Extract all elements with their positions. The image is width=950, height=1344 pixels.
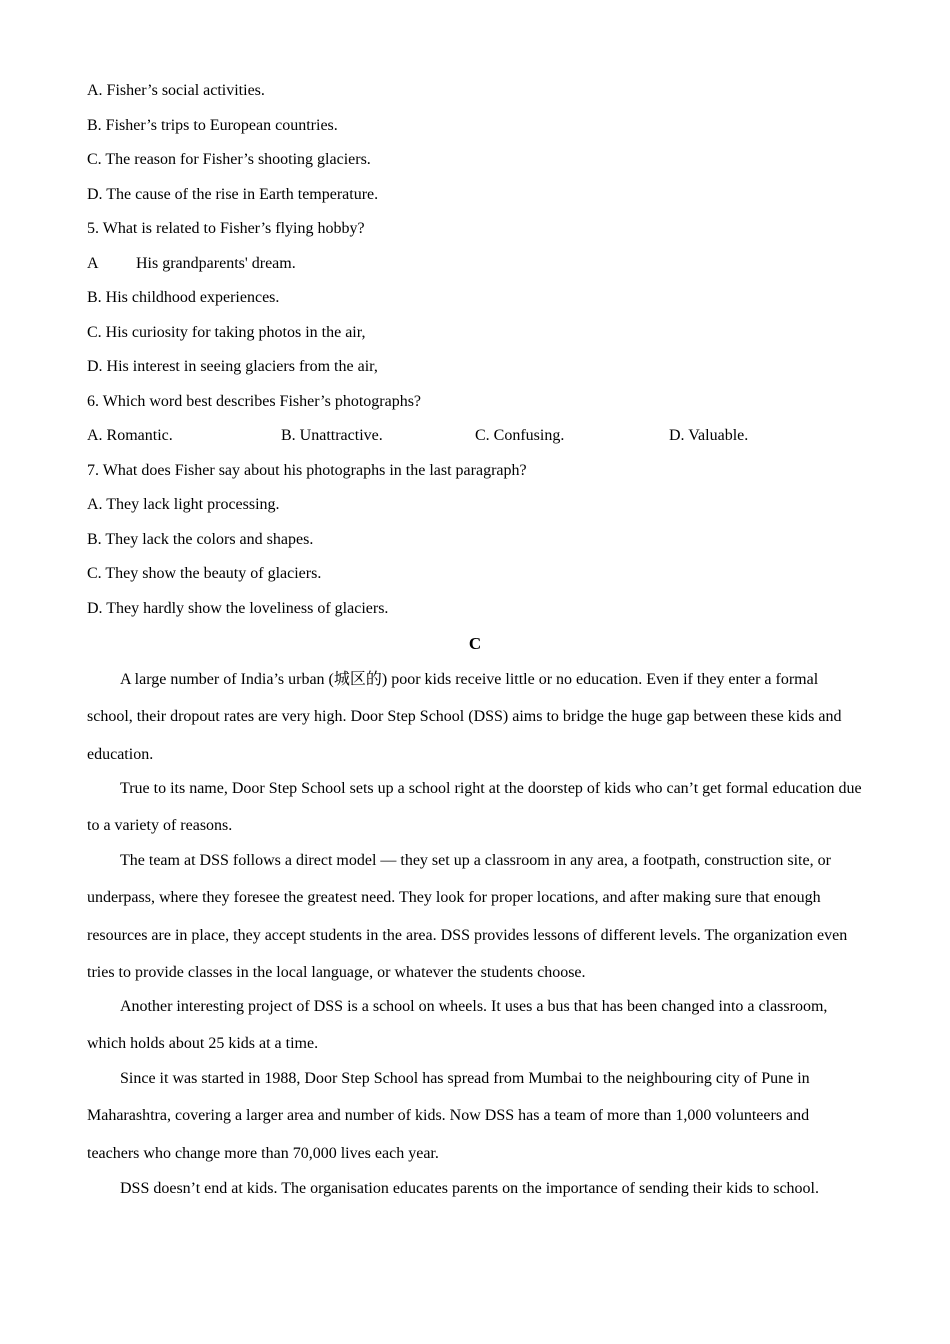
- passage-paragraph-5: Since it was started in 1988, Door Step School has spread from Mumbai to the neighbouring city of Pune in Maharashtra, covering a larger area and number of kids. Now DSS has a team of more than 1,000 volunteers and teachers who change more than 70,000 lives each year.: [87, 1070, 810, 1162]
- q5-stem: 5. What is related to Fisher’s flying hobby?: [87, 220, 365, 237]
- q6-option-c: C. Confusing.: [475, 427, 565, 444]
- q5-option-a-letter: A: [87, 255, 99, 272]
- passage-paragraph-3: The team at DSS follows a direct model — they set up a classroom in any area, a footpath, construction site, or underpass, where they foresee the greatest need. They look for proper locations, and after making sure that enough resources are in place, they accept students in the area. DSS provides lessons of different levels. The organization even tries to provide classes in the local language, or whatever the students choose.: [87, 852, 848, 981]
- q7-option-c: C. They show the beauty of glaciers.: [87, 565, 322, 582]
- q7-option-b: B. They lack the colors and shapes.: [87, 531, 314, 548]
- q4-option-d: D. The cause of the rise in Earth temperature.: [87, 186, 379, 203]
- q7-option-d: D. They hardly show the loveliness of glaciers.: [87, 600, 389, 617]
- section-heading: C: [468, 634, 482, 653]
- q6-stem: 6. Which word best describes Fisher’s photographs?: [87, 393, 422, 410]
- q7-option-a: A. They lack light processing.: [87, 496, 280, 513]
- q6-option-a: A. Romantic.: [87, 427, 173, 444]
- q6-option-d: D. Valuable.: [669, 427, 749, 444]
- q4-option-a: A. Fisher’s social activities.: [87, 82, 265, 99]
- q6-option-b: B. Unattractive.: [281, 427, 383, 444]
- q5-option-a: [87, 254, 296, 274]
- q4-option-c: C. The reason for Fisher’s shooting glaciers.: [87, 151, 371, 168]
- q5-option-b: B. His childhood experiences.: [87, 289, 280, 306]
- q7-stem: 7. What does Fisher say about his photographs in the last paragraph?: [87, 462, 527, 479]
- q4-option-b: B. Fisher’s trips to European countries.: [87, 117, 338, 134]
- passage-paragraph-1: A large number of India’s urban (城区的) poor kids receive little or no education. Even if they enter a formal school, their dropout rates are very high. Door Step School (DSS) aims to bridge the huge gap between these kids and education.: [87, 671, 842, 763]
- passage-paragraph-4: Another interesting project of DSS is a school on wheels. It uses a bus that has been changed into a classroom, which holds about 25 kids at a time.: [87, 998, 828, 1053]
- passage-paragraph-6: DSS doesn’t end at kids. The organisation educates parents on the importance of sending their kids to school.: [120, 1180, 819, 1197]
- q5-option-a-text: His grandparents' dream.: [136, 255, 296, 272]
- q5-option-d: D. His interest in seeing glaciers from the air,: [87, 358, 378, 375]
- passage-paragraph-2: True to its name, Door Step School sets up a school right at the doorstep of kids who can’t get formal education due to a variety of reasons.: [87, 780, 862, 835]
- q5-option-c: C. His curiosity for taking photos in the air,: [87, 324, 366, 341]
